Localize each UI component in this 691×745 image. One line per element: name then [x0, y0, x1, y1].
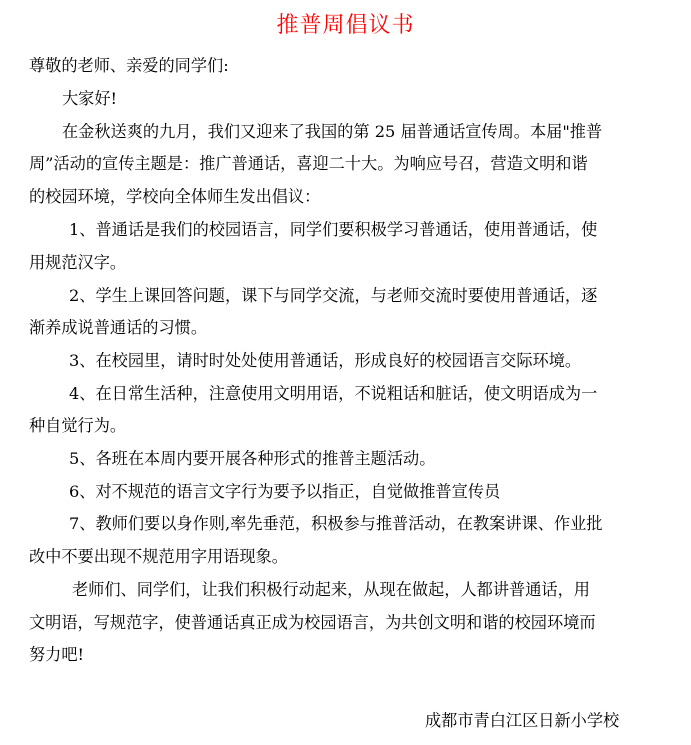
intro-line: 的校园环境，学校向全体师生发出倡议： — [29, 187, 321, 207]
item-line: 2、学生上课回答问题，课下与同学交流，与老师交流时要使用普通话，逐 — [69, 285, 598, 305]
intro-paragraph — [29, 116, 655, 214]
item-line: 5、各班在本周内要开展各种形式的推普主题活动。 — [69, 449, 436, 469]
closing-line: 文明语，写规范字，使普通话真正成为校园语言，为共创文明和谐的校园环境而 — [29, 612, 596, 632]
closing-line: 老师们、同学们，让我们积极行动起来，从现在做起，人都讲普通话，用 — [72, 579, 590, 599]
document-body — [29, 49, 655, 672]
intro-line: 在金秋送爽的九月，我们又迎来了我国的第 25 届普通话宣传周。本届"推普 — [62, 121, 603, 141]
item-line: 6、对不规范的语言文字行为要予以指正，自觉做推普宣传员 — [69, 481, 501, 501]
greeting: 大家好! — [62, 89, 118, 108]
salutation: 尊敬的老师、亲爱的同学们: — [29, 56, 229, 75]
item-line: 3、在校园里，请时时处处使用普通话，形成良好的校园语言交际环境。 — [69, 351, 582, 370]
item-line: 渐养成说普通话的习惯。 — [29, 318, 208, 338]
item-line: 7、教师们要以身作则,率先垂范，积极参与推普活动，在教案讲课、作业批 — [69, 514, 603, 534]
item-line: 种自觉行为。 — [29, 416, 127, 436]
item-line: 改中不要出现不规范用字用语现象。 — [29, 547, 288, 567]
proposal-item-2 — [29, 280, 655, 345]
proposal-item-7 — [29, 508, 655, 573]
item-line: 1、普通话是我们的校园语言，同学们要积极学习普通话，使用普通话，使 — [69, 220, 598, 240]
intro-line: 周”活动的宣传主题是：推广普通话，喜迎二十大。为响应号召，营造文明和谐 — [29, 154, 588, 174]
proposal-item-4 — [29, 378, 655, 443]
item-line: 用规范汉字。 — [29, 252, 127, 272]
proposal-item-5 — [29, 443, 655, 476]
signature: 成都市青白江区日新小学校 — [425, 711, 620, 730]
item-line: 4、在日常生活种，注意使用文明用语，不说粗话和脏话，使文明语成为一 — [69, 383, 598, 403]
document-title: 推普周倡议书 — [276, 13, 415, 38]
proposal-item-1 — [29, 214, 655, 279]
closing-paragraph — [29, 574, 655, 672]
closing-line: 努力吧! — [29, 645, 85, 665]
proposal-item-3 — [29, 345, 655, 378]
proposal-item-6 — [29, 476, 655, 509]
